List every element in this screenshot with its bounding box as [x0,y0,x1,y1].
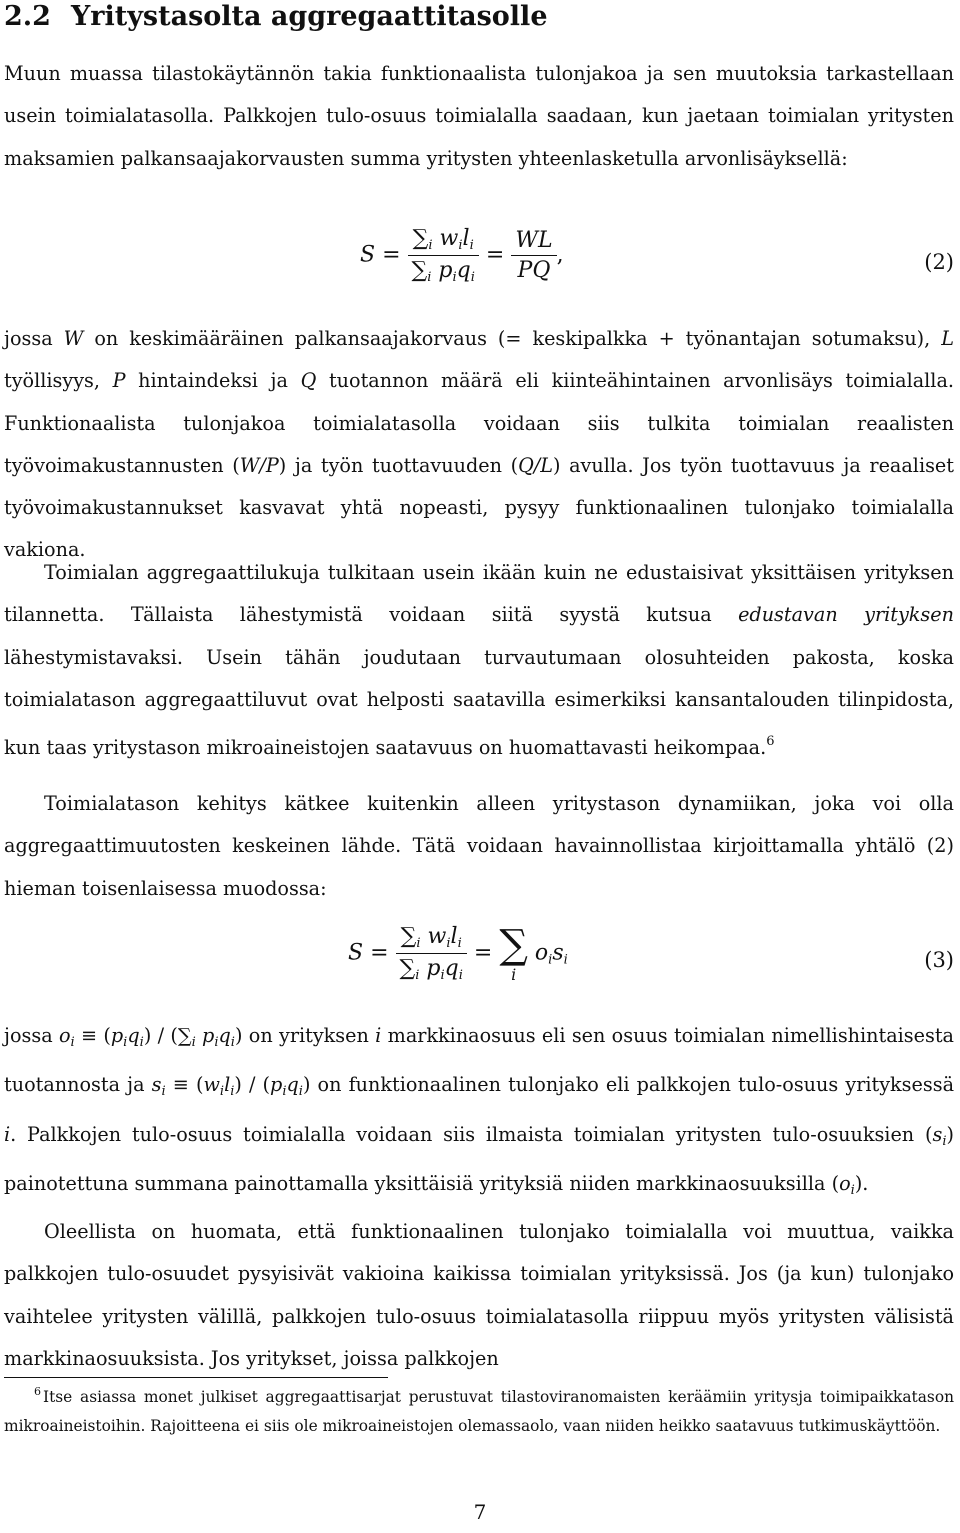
p2-text-3: työllisyys, [4,369,113,393]
p5-math-i2: i [4,1122,11,1146]
p3-text-2: lähestymistavaksi. Usein tähän joudutaan turvautumaan olosuhteiden pakosta, koska toimialatason aggregaattiluvut ovat helposti saatavilla esimerkiksi kansantalouden tilinpidosta, kun taas yritystason mikroaineistojen saatavuus on huomattavasti heikompaa. [4,645,954,760]
section-heading [4,0,548,34]
equation-3 [0,918,956,1018]
eq3-lhs: S = [348,940,389,966]
equation-3-body [348,921,568,984]
eq3-s-sub: i [563,952,568,968]
p2-text-6: ) ja työn tuottavuuden ( [278,453,519,477]
p5-math-p: p [110,1024,124,1047]
eq3-num-l-sub: i [457,936,462,951]
eq2-num-w: w [439,226,459,251]
p2-var-q-over-l: Q/L [518,453,554,477]
eq2-lhs: S = [360,242,401,268]
eq2-equals: = [485,242,505,268]
p5-math-o-sub: i [70,1035,75,1050]
eq3-num-l: l [450,924,458,949]
p5-math-s2-sub: i [942,1133,947,1149]
page-number: 7 [473,1500,487,1524]
p5-math-p3-sub: i [282,1084,287,1100]
eq3-den-sum-icon: ∑ [399,956,416,981]
p2-text-4: hintaindeksi ja [125,369,301,393]
eq3-den-q: q [444,956,459,981]
eq3-num-w: w [427,924,447,949]
p5-math-q3-sub: i [298,1084,303,1100]
p5-math-q-sub: i [139,1035,144,1050]
p5-math-p2: p [195,1024,215,1047]
p5-math-s2: s [932,1122,943,1146]
p5-math-o2: o [839,1171,851,1195]
eq3-numerator [396,924,467,954]
p5-text-3: ) / (∑ [143,1024,192,1047]
p2-text-5: tuotannon määrä eli kiinteähintainen arvonlisäys toimialalla. Funktionaalista tulonjakoa toimialatasolla voidaan siis tulkita toimialan reaalisten työvoimakustannusten ( [4,369,954,477]
eq2-num-sum-icon: ∑ [412,226,429,251]
eq3-fraction [396,924,467,983]
p2-text-2: on keskimääräinen palkansaajakorvaus (= keskipalkka + työnantajan sotumaksu), [83,327,942,350]
p5-math-p3: p [270,1073,283,1097]
eq2-num-sum-index: i [428,238,433,253]
eq2-fraction [408,226,479,285]
eq3-equals: = [473,940,493,966]
p5-text-2: ≡ ( [74,1024,111,1047]
p5-text-1: jossa [4,1024,59,1047]
eq2-den-p: p [438,258,453,283]
p5-text-9: . Palkkojen tulo-osuus toimialalla voidaan siis ilmaista toimialan yritysten tulo-osuuksien ( [10,1122,933,1146]
p5-math-p-sub: i [123,1035,128,1050]
p5-math-i: i [375,1024,382,1047]
equation-2-number: (2) [924,250,954,274]
eq3-s: s [552,940,564,966]
eq3-den-p: p [426,956,441,981]
paragraph-dynamics: Toimialatason kehitys kätkee kuitenkin alleen yritystason dynamiikan, joka voi olla aggregaattimuutosten keskeinen lähde. Tätä voidaan havainnollistaa kirjoittamalla yhtälö (2) hieman toisenlaisessa muodossa: [4,792,954,900]
p5-text-10: ) painotettuna summana painottamalla yksittäisiä yrityksiä niiden markkinaosuuksilla ( [4,1122,954,1195]
footnote-text: Itse asiassa monet julkiset aggregaattisarjat perustuvat tilastoviranomaisten keräämiin yritysja toimipaikkatason mikroaineistoihin. Rajoitteena ei siis ole mikroaineistojen olemassaolo, vaan niiden heikko saatavuus tutkimuskäyttöön. [4,1388,954,1435]
p5-math-l: l [224,1073,231,1097]
equation-2-body [360,226,564,285]
p2-var-l: L [941,327,954,350]
eq3-num-sum-index: i [416,936,421,951]
p5-math-o: o [58,1024,71,1047]
eq3-num-sum-icon: ∑ [400,924,417,949]
eq2-num-l: l [462,226,470,251]
eq3-num-w-sub: i [446,936,451,951]
eq3-o: o [534,940,549,966]
p5-math-l-sub: i [230,1084,235,1100]
paragraph-representative-firm [4,552,954,769]
eq2-denominator [408,256,479,285]
p5-text-7: ) / ( [234,1073,271,1097]
p5-text-4: ) on yrityksen [234,1024,376,1047]
eq2-den-sum-index: i [427,270,432,285]
p5-math-s-sub: i [161,1084,166,1100]
footnote-mark: 6 [34,1385,41,1398]
p5-math-q: q [127,1024,140,1047]
paragraph-intro: Muun muassa tilastokäytännön takia funktionaalista tulonjakoa ja sen muutoksia tarkastellaan usein toimialatasolla. Palkkojen tulo-osuus toimialalla saadaan, kun jaetaan toimialan yritysten maksamien palkansaajakorvausten summa yritysten yhteenlasketulla arvonlisäyksellä: [4,62,954,170]
p2-var-q: Q [300,369,317,393]
eq2-comma: , [556,242,564,268]
eq3-denominator [396,954,467,983]
paragraph-definitions [4,318,954,572]
p2-var-w: W [63,327,84,350]
p5-math-s: s [151,1073,162,1097]
p5-text-11: ). [854,1171,869,1195]
p2-text-7: ) avulla. Jos työn tuottavuus ja reaaliset työvoimakustannukset kasvavat yhtä nopeasti, pysyy funktionaalinen tulonjako toimialalla vakiona. [4,453,954,562]
eq3-sum-index: i [511,964,517,984]
p5-math-w: w [203,1073,220,1097]
p5-math-q2: q [218,1024,231,1047]
equation-3-number: (3) [924,948,954,972]
eq2-num-w-sub: i [458,238,463,253]
p2-var-p: P [112,369,126,393]
p5-math-q3: q [286,1073,299,1097]
eq2-den-q-sub: i [470,270,475,285]
p5-math-o2-sub: i [850,1182,855,1198]
p3-emphasis: edustavan yrityksen [738,603,954,627]
p5-text-6: ≡ ( [165,1073,204,1097]
section-title: Yritystasolta aggregaattitasolle [70,1,548,32]
eq2-den-q: q [456,258,471,283]
equation-2 [0,222,956,318]
eq3-den-sum-index: i [415,968,420,983]
eq2-frac2-numerator: WL [511,228,556,256]
eq3-den-q-sub: i [458,968,463,983]
p5-text-8: ) on funktionaalinen tulonjako eli palkkojen tulo-osuus yrityksessä [302,1073,955,1097]
eq2-num-l-sub: i [469,238,474,253]
p5-math-p2-sub: i [214,1035,219,1050]
eq2-fraction-wl-pq [511,228,556,283]
p5-math-w-sub: i [219,1084,225,1100]
eq2-den-p-sub: i [452,270,457,285]
p3-text-1: Toimialan aggregaattilukuja tulkitaan usein ikään kuin ne edustaisivat yksittäisen yrityksen tilannetta. Tällaista lähestymistä voidaan siitä syystä kutsua [4,561,954,627]
eq3-big-sum [499,921,528,984]
eq3-den-p-sub: i [440,968,445,983]
p2-text-1: jossa [4,327,64,350]
eq2-frac2-denominator: PQ [517,258,551,283]
eq2-numerator [408,226,479,256]
p5-math-q2-sub: i [230,1035,235,1050]
eq2-den-sum-icon: ∑ [411,258,428,283]
paragraph-market-shares [4,1015,954,1212]
footnote-reference: 6 [766,734,775,750]
paragraph-important-note: Oleellista on huomata, että funktionaalinen tulonjako toimialalla voi muuttua, vaikka palkkojen tulo-osuudet pysyisivät vakioina kaikissa toimialan yrityksissä. Jos (ja kun) tulonjako vaihtelee yritysten välillä, palkkojen tulo-osuus toimialatasolla riippuu myös yritysten välisistä markkinaosuuksista. Jos yritykset, joissa palkkojen [4,1220,954,1370]
footnote [4,1378,954,1440]
p5-text-5: markkinaosuus eli sen osuus toimialan nimellishintaisesta tuotannosta ja [4,1024,954,1097]
eq3-sum-icon: ∑ [499,921,528,968]
p5-sum-sub: i [191,1035,196,1050]
section-number: 2.2 [4,1,51,32]
eq3-o-sub: i [548,952,553,968]
p2-var-w-over-p: W/P [239,453,279,477]
